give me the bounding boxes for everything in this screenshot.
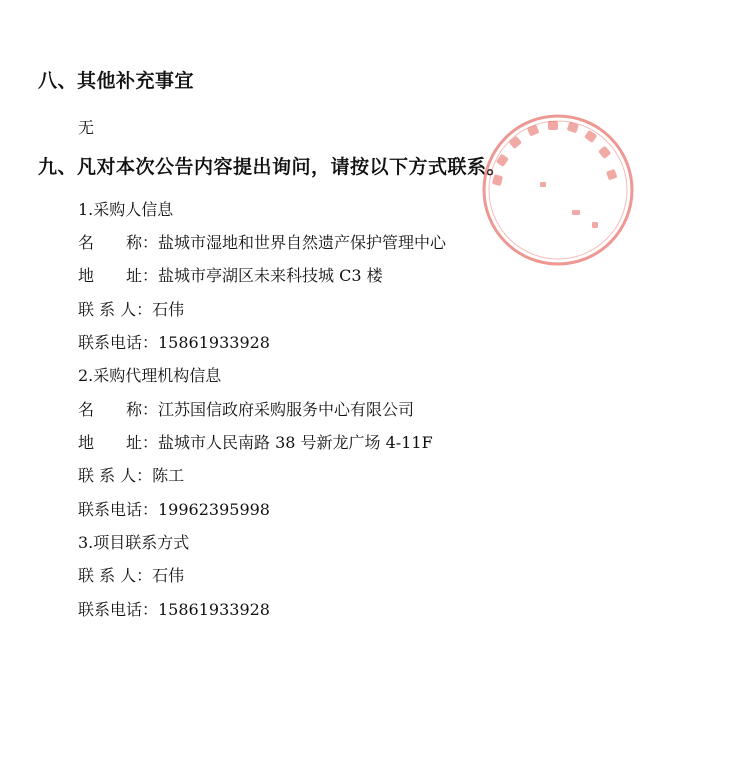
agency-heading: 2.采购代理机构信息 [78, 366, 222, 385]
section-8-title: 八、其他补充事宜 [38, 70, 195, 92]
purchaser-heading: 1.采购人信息 [78, 200, 174, 219]
project-phone: 联系电话：15861933928 [78, 600, 270, 619]
purchaser-contact: 联 系 人：石伟 [78, 300, 185, 319]
section-8-content: 无 [78, 118, 95, 137]
agency-contact: 联 系 人：陈工 [78, 466, 185, 485]
purchaser-address: 地 址：盐城市亭湖区未来科技城 C3 楼 [78, 266, 383, 285]
agency-phone: 联系电话：19962395998 [78, 500, 270, 519]
agency-name: 名 称：江苏国信政府采购服务中心有限公司 [78, 400, 415, 419]
section-9-title: 九、凡对本次公告内容提出询问，请按以下方式联系。 [38, 156, 507, 178]
agency-address: 地 址：盐城市人民南路 38 号新龙广场 4-11F [78, 433, 433, 452]
project-heading: 3.项目联系方式 [78, 533, 190, 552]
purchaser-phone: 联系电话：15861933928 [78, 333, 270, 352]
purchaser-name: 名 称：盐城市湿地和世界自然遗产保护管理中心 [78, 233, 447, 252]
official-seal-icon [480, 112, 636, 268]
project-contact: 联 系 人：石伟 [78, 566, 185, 585]
